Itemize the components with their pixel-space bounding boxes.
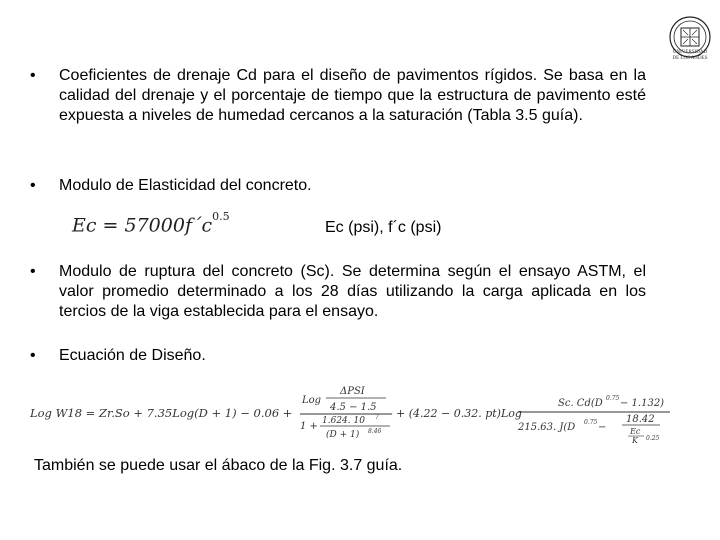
bullet-marker: •: [30, 177, 36, 194]
bullet-text-rupture: Modulo de ruptura del concreto (Sc). Se determina según el ensayo ASTM, el valor promedio determinado a los 28 días utilizando la carga aplicada en los tercios de la viga establecida para el ensayo.: [59, 263, 646, 320]
abacus-note: También se puede usar el ábaco de la Fig. 3.7 guía.: [34, 457, 403, 474]
eq-frac1-log: Log: [302, 395, 322, 406]
eq-frac2-num-exp: 0.75: [606, 395, 620, 402]
eq-frac1-range: 4.5 − 1.5: [330, 402, 377, 413]
eq-frac1-dpsi: ΔPSI: [340, 386, 365, 397]
eq-lhs: Log W18 = Zr.So + 7.35Log(D + 1) − 0.06 +: [30, 406, 293, 420]
eq-frac2-den: 215.63. J(D: [518, 422, 576, 433]
bullet-text-elasticity: Modulo de Elasticidad del concreto.: [59, 177, 312, 194]
elasticity-formula-exp: 0.5: [212, 210, 230, 223]
eq-frac2-num-tail: − 1.132): [620, 398, 665, 409]
eq-frac1-const: 1.624. 10: [322, 416, 365, 426]
bullet-text-drainage: Coeficientes de drenaje Cd para el diseño de pavimentos rígidos. Se basa en la calidad del drenaje y el porcentaje de tiempo que la estructura de pavimento esté expuesta a niveles de humedad cercanos a la saturación (Tabla 3.5 guía).: [59, 67, 646, 124]
eq-frac1-const-exp: 7: [375, 414, 379, 421]
eq-frac1-d1-exp: 8.46: [368, 428, 382, 435]
design-equation: [30, 382, 680, 444]
bullet-item-drainage: [30, 66, 646, 126]
logo-caption-line2: DE LOS ANDES: [672, 56, 708, 61]
logo-caption-line1: UNIVERSIDAD: [672, 50, 708, 55]
eq-frac2-den-tail: −: [598, 422, 607, 433]
logo-caption: [662, 50, 718, 62]
bullet-text-design-eq: Ecuación de Diseño.: [59, 347, 206, 364]
eq-frac2-inner-num: 18.42: [626, 414, 655, 425]
eq-frac2-ec: Ec: [630, 427, 641, 436]
eq-frac1-d1: (D + 1): [326, 430, 360, 440]
bullet-item-design-eq: [30, 346, 646, 366]
eq-frac2-num: Sc. Cd(D: [558, 398, 603, 409]
eq-frac1-one: 1 +: [300, 421, 318, 432]
bullet-marker: •: [30, 347, 36, 364]
eq-mid: + (4.22 − 0.32. pt)Log: [396, 407, 522, 420]
eq-frac2-k: K: [632, 436, 638, 444]
eq-frac2-den-exp: 0.75: [584, 419, 598, 426]
bullet-marker: •: [30, 263, 36, 280]
eq-frac2-inner-exp: 0.25: [646, 435, 660, 442]
elasticity-formula-main: Ec = 57000f´c: [72, 214, 213, 237]
elasticity-formula: [72, 210, 230, 237]
elasticity-units: Ec (psi), f´c (psi): [325, 219, 442, 236]
bullet-marker: •: [30, 67, 36, 84]
bullet-item-rupture: [30, 262, 646, 322]
bullet-item-elasticity: [30, 176, 646, 196]
